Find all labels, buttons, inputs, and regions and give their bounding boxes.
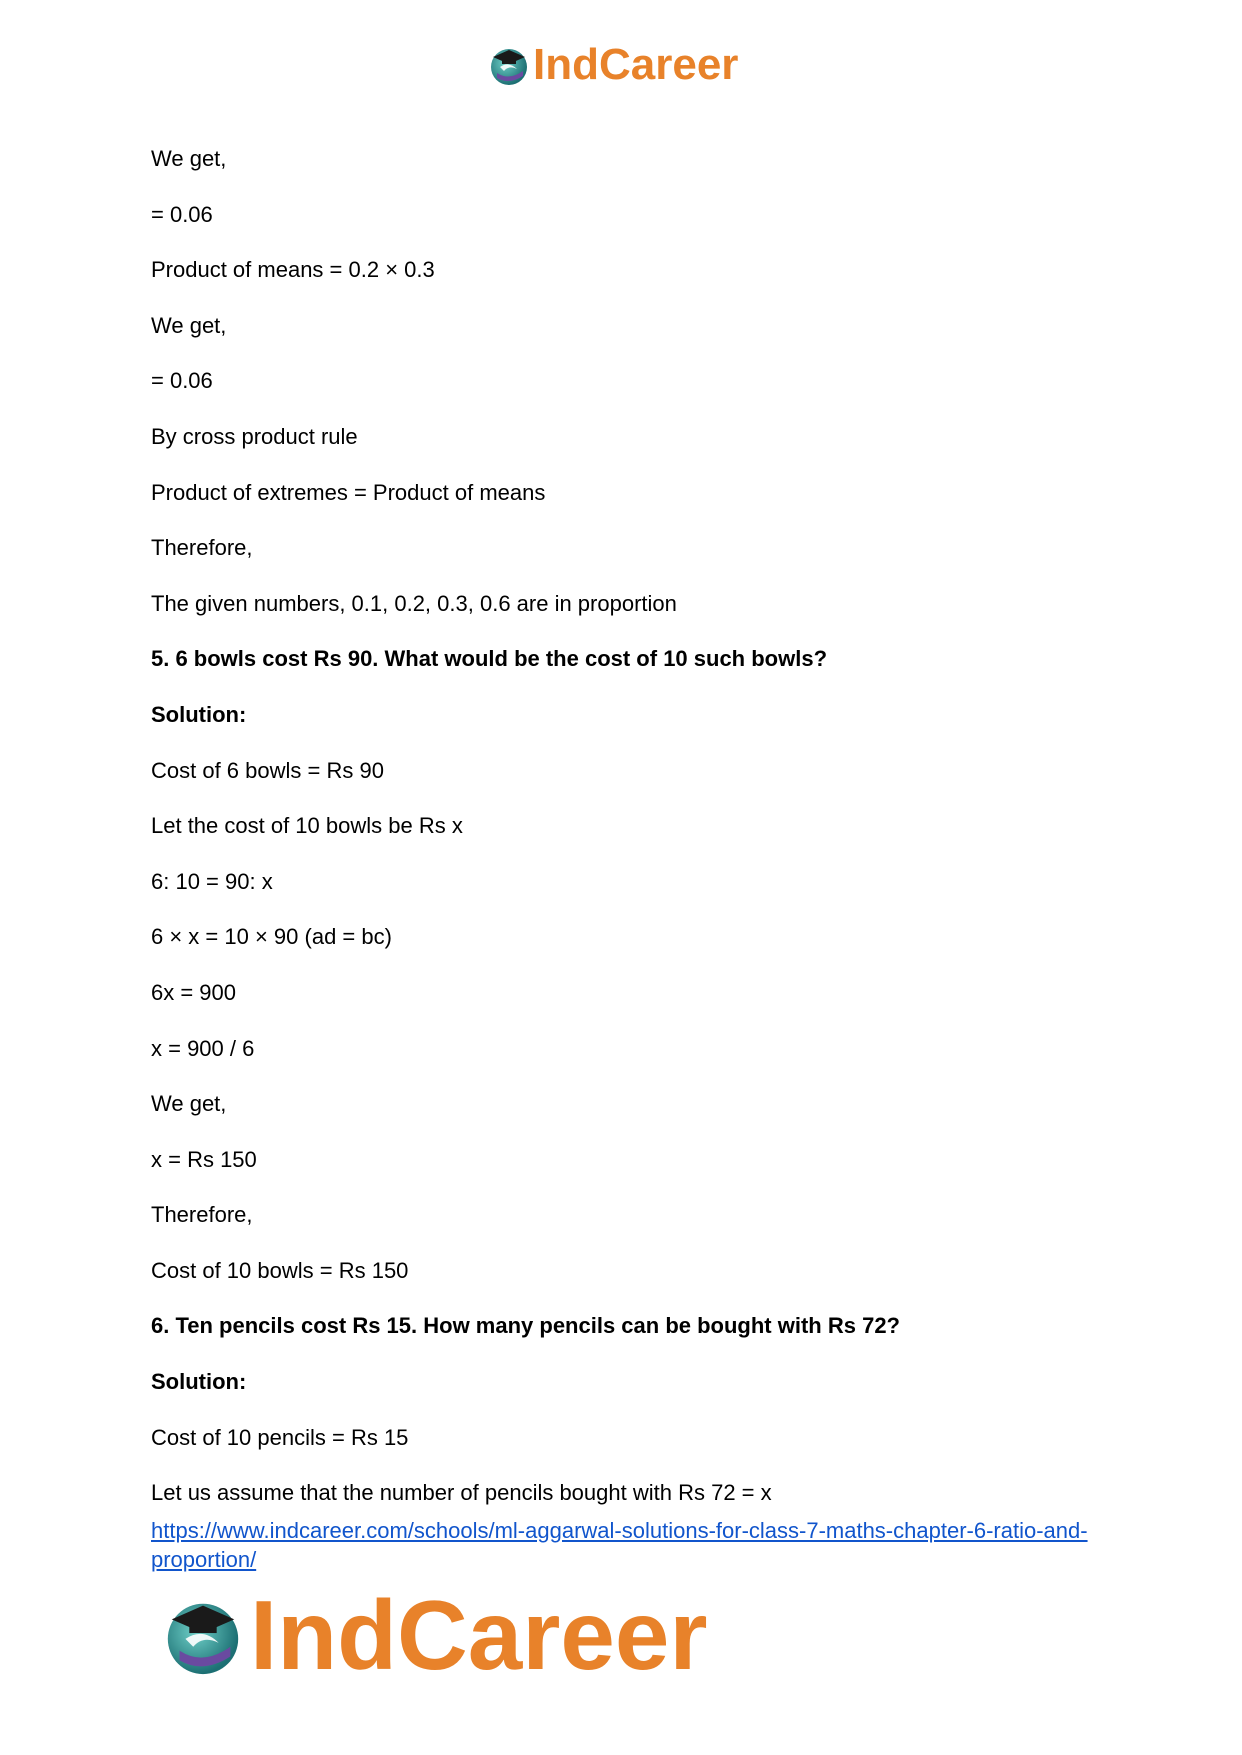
text-line: = 0.06 [151,368,213,394]
text-line: Product of means = 0.2 × 0.3 [151,257,435,283]
graduation-cap-globe-icon [487,43,531,87]
text-line: By cross product rule [151,423,358,449]
document-body [151,146,1111,1536]
text-line: 6 × x = 10 × 90 (ad = bc) [151,924,392,950]
question-heading: 6. Ten pencils cost Rs 15. How many pencils can be bought with Rs 72? [151,1313,900,1339]
text-line: Let the cost of 10 bowls be Rs x [151,813,463,839]
text-line: Product of extremes = Product of means [151,479,546,505]
header-logo [487,40,738,90]
text-line: Therefore, [151,1202,253,1228]
text-line: We get, [151,146,227,171]
footer-logo-text: IndCareer [250,1579,708,1690]
text-line: x = 900 / 6 [151,1035,255,1061]
source-link[interactable]: https://www.indcareer.com/schools/ml-aggarwal-solutions-for-class-7-maths-chapter-6-ratio-and-proportion/ [151,1518,1088,1572]
text-line: Therefore, [151,535,253,561]
text-line: x = Rs 150 [151,1146,257,1172]
text-line: Cost of 10 bowls = Rs 150 [151,1257,409,1283]
question-heading: Solution: [151,1369,247,1395]
question-heading: Solution: [151,701,247,727]
text-line: We get, [151,1091,227,1117]
text-line: = 0.06 [151,201,213,227]
header-logo-text: IndCareer [533,40,739,89]
text-line: Cost of 6 bowls = Rs 90 [151,757,384,783]
text-line: The given numbers, 0.1, 0.2, 0.3, 0.6 are in proportion [151,590,677,616]
graduation-cap-globe-icon [160,1592,246,1678]
question-heading: 5. 6 bowls cost Rs 90. What would be the cost of 10 such bowls? [151,646,828,672]
footer-logo [160,1580,708,1690]
text-line: Let us assume that the number of pencils bought with Rs 72 = x [151,1480,772,1506]
text-line: 6: 10 = 90: x [151,868,273,894]
text-line: Cost of 10 pencils = Rs 15 [151,1424,409,1450]
text-line: 6x = 900 [151,979,237,1005]
text-line: We get, [151,312,227,338]
